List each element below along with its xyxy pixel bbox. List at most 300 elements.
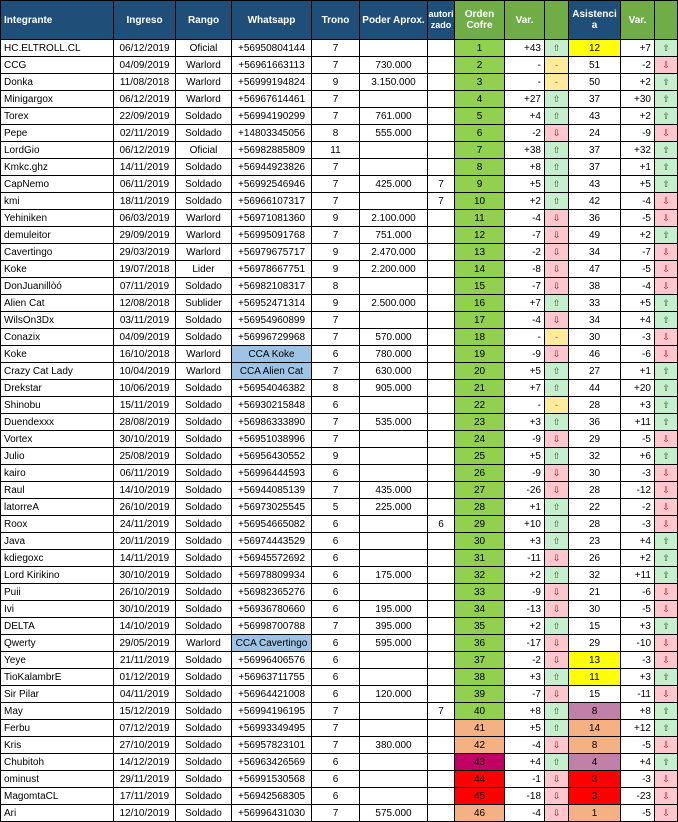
cell-var-asistencia[interactable]: +3 <box>621 618 655 635</box>
cell-trono[interactable]: 9 <box>312 295 360 312</box>
cell-trend-orden[interactable] <box>545 771 569 788</box>
cell-trend-asistencia[interactable] <box>655 703 678 720</box>
cell-ingreso[interactable]: 29/09/2019 <box>114 227 176 244</box>
cell-autorizado[interactable] <box>428 686 455 703</box>
cell-name[interactable]: Minigargox <box>1 91 114 108</box>
cell-trono[interactable]: 8 <box>312 125 360 142</box>
cell-autorizado[interactable]: 6 <box>428 516 455 533</box>
cell-trono[interactable]: 6 <box>312 635 360 652</box>
cell-orden[interactable]: 43 <box>455 754 505 771</box>
cell-asistencia[interactable]: 8 <box>569 703 621 720</box>
cell-orden[interactable]: 29 <box>455 516 505 533</box>
cell-autorizado[interactable] <box>428 533 455 550</box>
cell-name[interactable]: kmi <box>1 193 114 210</box>
cell-var-orden[interactable]: +3 <box>505 669 545 686</box>
cell-trend-orden[interactable] <box>545 499 569 516</box>
cell-whatsapp[interactable]: +56982365276 <box>232 584 312 601</box>
cell-asistencia[interactable]: 28 <box>569 397 621 414</box>
cell-var-asistencia[interactable]: +1 <box>621 159 655 176</box>
cell-name[interactable]: Sir Pilar <box>1 686 114 703</box>
cell-autorizado[interactable] <box>428 584 455 601</box>
cell-autorizado[interactable] <box>428 414 455 431</box>
cell-ingreso[interactable]: 12/08/2018 <box>114 295 176 312</box>
cell-whatsapp[interactable]: +56944085139 <box>232 482 312 499</box>
cell-orden[interactable]: 45 <box>455 788 505 805</box>
cell-poder[interactable] <box>360 278 428 295</box>
cell-var-asistencia[interactable]: -11 <box>621 686 655 703</box>
cell-trono[interactable]: 7 <box>312 363 360 380</box>
cell-trono[interactable]: 6 <box>312 669 360 686</box>
cell-asistencia[interactable]: 44 <box>569 380 621 397</box>
cell-whatsapp[interactable]: +56957823101 <box>232 737 312 754</box>
cell-trono[interactable]: 9 <box>312 74 360 91</box>
cell-poder[interactable]: 380.000 <box>360 737 428 754</box>
cell-asistencia[interactable]: 27 <box>569 363 621 380</box>
cell-name[interactable]: MagomtaCL <box>1 788 114 805</box>
cell-var-asistencia[interactable]: -10 <box>621 635 655 652</box>
cell-poder[interactable]: 780.000 <box>360 346 428 363</box>
cell-var-asistencia[interactable]: +12 <box>621 720 655 737</box>
cell-var-orden[interactable]: -4 <box>505 210 545 227</box>
cell-orden[interactable]: 24 <box>455 431 505 448</box>
cell-autorizado[interactable] <box>428 788 455 805</box>
cell-poder[interactable]: 195.000 <box>360 601 428 618</box>
cell-poder[interactable]: 751.000 <box>360 227 428 244</box>
cell-rango[interactable]: Soldado <box>176 329 232 346</box>
cell-rango[interactable]: Soldado <box>176 533 232 550</box>
cell-rango[interactable]: Soldado <box>176 516 232 533</box>
cell-var-asistencia[interactable]: +5 <box>621 176 655 193</box>
cell-whatsapp[interactable]: +56945572692 <box>232 550 312 567</box>
cell-var-asistencia[interactable]: -5 <box>621 210 655 227</box>
cell-asistencia[interactable]: 3 <box>569 788 621 805</box>
cell-autorizado[interactable] <box>428 618 455 635</box>
cell-whatsapp[interactable]: +56930215848 <box>232 397 312 414</box>
cell-whatsapp[interactable]: +56979675717 <box>232 244 312 261</box>
cell-poder[interactable]: 2.100.000 <box>360 210 428 227</box>
cell-ingreso[interactable]: 19/07/2018 <box>114 261 176 278</box>
cell-rango[interactable]: Soldado <box>176 703 232 720</box>
cell-var-asistencia[interactable]: -2 <box>621 499 655 516</box>
cell-var-orden[interactable]: -2 <box>505 125 545 142</box>
cell-trend-asistencia[interactable] <box>655 669 678 686</box>
cell-var-orden[interactable]: -4 <box>505 805 545 822</box>
cell-autorizado[interactable] <box>428 91 455 108</box>
cell-orden[interactable]: 11 <box>455 210 505 227</box>
cell-poder[interactable] <box>360 431 428 448</box>
cell-rango[interactable]: Soldado <box>176 550 232 567</box>
cell-rango[interactable]: Warlord <box>176 363 232 380</box>
cell-whatsapp[interactable]: +56961663113 <box>232 57 312 74</box>
cell-name[interactable]: Kmkc.ghz <box>1 159 114 176</box>
cell-poder[interactable] <box>360 91 428 108</box>
cell-name[interactable]: HC.ELTROLL.CL <box>1 40 114 57</box>
cell-var-asistencia[interactable]: -5 <box>621 261 655 278</box>
cell-rango[interactable]: Soldado <box>176 193 232 210</box>
cell-trend-asistencia[interactable] <box>655 210 678 227</box>
cell-orden[interactable]: 1 <box>455 40 505 57</box>
cell-name[interactable]: Roox <box>1 516 114 533</box>
cell-trono[interactable]: 5 <box>312 499 360 516</box>
cell-name[interactable]: ominust <box>1 771 114 788</box>
cell-var-orden[interactable]: +5 <box>505 176 545 193</box>
cell-rango[interactable]: Soldado <box>176 788 232 805</box>
cell-whatsapp[interactable]: +56936780660 <box>232 601 312 618</box>
cell-autorizado[interactable] <box>428 720 455 737</box>
cell-rango[interactable]: Soldado <box>176 754 232 771</box>
cell-rango[interactable]: Soldado <box>176 278 232 295</box>
cell-name[interactable]: latorreA <box>1 499 114 516</box>
cell-trono[interactable]: 8 <box>312 278 360 295</box>
cell-var-asistencia[interactable]: -6 <box>621 584 655 601</box>
cell-whatsapp[interactable]: +56963711755 <box>232 669 312 686</box>
cell-whatsapp[interactable]: +56966107317 <box>232 193 312 210</box>
cell-var-asistencia[interactable]: +2 <box>621 108 655 125</box>
cell-trend-asistencia[interactable] <box>655 533 678 550</box>
cell-name[interactable]: CapNemo <box>1 176 114 193</box>
cell-asistencia[interactable]: 34 <box>569 312 621 329</box>
cell-name[interactable]: Cavertingo <box>1 244 114 261</box>
cell-var-asistencia[interactable]: -3 <box>621 771 655 788</box>
cell-asistencia[interactable]: 12 <box>569 40 621 57</box>
cell-asistencia[interactable]: 36 <box>569 414 621 431</box>
cell-poder[interactable] <box>360 788 428 805</box>
cell-var-orden[interactable]: -4 <box>505 737 545 754</box>
cell-trono[interactable]: 6 <box>312 465 360 482</box>
cell-var-orden[interactable]: +8 <box>505 703 545 720</box>
cell-orden[interactable]: 40 <box>455 703 505 720</box>
cell-asistencia[interactable]: 23 <box>569 533 621 550</box>
cell-rango[interactable]: Soldado <box>176 448 232 465</box>
cell-whatsapp[interactable]: +56996729968 <box>232 329 312 346</box>
cell-poder[interactable] <box>360 550 428 567</box>
cell-var-orden[interactable]: -1 <box>505 771 545 788</box>
cell-trend-orden[interactable] <box>545 40 569 57</box>
cell-poder[interactable] <box>360 669 428 686</box>
cell-rango[interactable]: Lider <box>176 261 232 278</box>
cell-var-asistencia[interactable]: +4 <box>621 754 655 771</box>
cell-trono[interactable]: 6 <box>312 754 360 771</box>
cell-orden[interactable]: 13 <box>455 244 505 261</box>
cell-rango[interactable]: Soldado <box>176 108 232 125</box>
cell-rango[interactable]: Soldado <box>176 720 232 737</box>
header-ingreso[interactable]: Ingreso <box>114 1 176 40</box>
header-trono[interactable]: Trono <box>312 1 360 40</box>
cell-autorizado[interactable] <box>428 227 455 244</box>
cell-orden[interactable]: 36 <box>455 635 505 652</box>
cell-var-asistencia[interactable]: +20 <box>621 380 655 397</box>
cell-var-orden[interactable]: +7 <box>505 380 545 397</box>
cell-orden[interactable]: 14 <box>455 261 505 278</box>
cell-var-asistencia[interactable]: +2 <box>621 227 655 244</box>
cell-autorizado[interactable] <box>428 397 455 414</box>
cell-whatsapp[interactable]: +56982885809 <box>232 142 312 159</box>
cell-trend-asistencia[interactable] <box>655 193 678 210</box>
cell-ingreso[interactable]: 29/11/2019 <box>114 771 176 788</box>
cell-trend-orden[interactable] <box>545 397 569 414</box>
cell-ingreso[interactable]: 11/08/2018 <box>114 74 176 91</box>
cell-autorizado[interactable]: 7 <box>428 193 455 210</box>
cell-autorizado[interactable] <box>428 601 455 618</box>
cell-trono[interactable]: 7 <box>312 312 360 329</box>
cell-ingreso[interactable]: 15/11/2019 <box>114 397 176 414</box>
cell-whatsapp[interactable]: CCA Cavertingo <box>232 635 312 652</box>
cell-trend-asistencia[interactable] <box>655 363 678 380</box>
cell-var-orden[interactable]: +5 <box>505 448 545 465</box>
cell-asistencia[interactable]: 38 <box>569 278 621 295</box>
cell-trend-orden[interactable] <box>545 550 569 567</box>
cell-orden[interactable]: 30 <box>455 533 505 550</box>
cell-whatsapp[interactable]: +56974443529 <box>232 533 312 550</box>
cell-var-asistencia[interactable]: -5 <box>621 737 655 754</box>
cell-orden[interactable]: 42 <box>455 737 505 754</box>
cell-rango[interactable]: Warlord <box>176 227 232 244</box>
cell-var-asistencia[interactable]: -9 <box>621 125 655 142</box>
cell-trend-asistencia[interactable] <box>655 414 678 431</box>
header-integrante[interactable]: Integrante <box>1 1 114 40</box>
cell-trend-orden[interactable] <box>545 210 569 227</box>
cell-trend-orden[interactable] <box>545 380 569 397</box>
cell-autorizado[interactable]: 7 <box>428 176 455 193</box>
cell-var-asistencia[interactable]: -12 <box>621 482 655 499</box>
cell-poder[interactable]: 575.000 <box>360 805 428 822</box>
cell-ingreso[interactable]: 14/11/2019 <box>114 159 176 176</box>
cell-trend-orden[interactable] <box>545 431 569 448</box>
cell-whatsapp[interactable]: +56950804144 <box>232 40 312 57</box>
cell-poder[interactable] <box>360 397 428 414</box>
cell-name[interactable]: Java <box>1 533 114 550</box>
header-orden-cofre[interactable]: Orden Cofre <box>455 1 505 40</box>
cell-trend-orden[interactable] <box>545 176 569 193</box>
cell-name[interactable]: TioKalambrE <box>1 669 114 686</box>
cell-var-asistencia[interactable]: +5 <box>621 295 655 312</box>
cell-poder[interactable] <box>360 159 428 176</box>
header-trend-asistencia[interactable] <box>655 1 678 40</box>
cell-trono[interactable]: 9 <box>312 448 360 465</box>
cell-whatsapp[interactable]: +56954665082 <box>232 516 312 533</box>
cell-name[interactable]: WilsOn3Dx <box>1 312 114 329</box>
cell-rango[interactable]: Warlord <box>176 210 232 227</box>
cell-whatsapp[interactable]: +56951038996 <box>232 431 312 448</box>
cell-name[interactable]: Alien Cat <box>1 295 114 312</box>
cell-trono[interactable]: 7 <box>312 193 360 210</box>
cell-ingreso[interactable]: 26/10/2019 <box>114 499 176 516</box>
cell-orden[interactable]: 22 <box>455 397 505 414</box>
cell-ingreso[interactable]: 27/10/2019 <box>114 737 176 754</box>
cell-autorizado[interactable] <box>428 482 455 499</box>
cell-autorizado[interactable] <box>428 805 455 822</box>
cell-whatsapp[interactable]: +56944923826 <box>232 159 312 176</box>
cell-trono[interactable]: 7 <box>312 40 360 57</box>
cell-trono[interactable]: 7 <box>312 108 360 125</box>
cell-asistencia[interactable]: 4 <box>569 754 621 771</box>
cell-poder[interactable]: 761.000 <box>360 108 428 125</box>
cell-var-orden[interactable]: +3 <box>505 533 545 550</box>
cell-var-orden[interactable]: +43 <box>505 40 545 57</box>
cell-whatsapp[interactable]: +56963426569 <box>232 754 312 771</box>
cell-asistencia[interactable]: 51 <box>569 57 621 74</box>
cell-trono[interactable]: 6 <box>312 686 360 703</box>
cell-var-asistencia[interactable]: -3 <box>621 329 655 346</box>
cell-var-orden[interactable]: - <box>505 57 545 74</box>
cell-asistencia[interactable]: 33 <box>569 295 621 312</box>
cell-orden[interactable]: 10 <box>455 193 505 210</box>
cell-autorizado[interactable] <box>428 57 455 74</box>
cell-trono[interactable]: 6 <box>312 788 360 805</box>
cell-rango[interactable]: Soldado <box>176 159 232 176</box>
cell-asistencia[interactable]: 11 <box>569 669 621 686</box>
cell-var-asistencia[interactable]: -3 <box>621 652 655 669</box>
cell-ingreso[interactable]: 18/11/2019 <box>114 193 176 210</box>
cell-trend-orden[interactable] <box>545 669 569 686</box>
cell-trend-asistencia[interactable] <box>655 448 678 465</box>
cell-whatsapp[interactable]: +56999194824 <box>232 74 312 91</box>
cell-trend-orden[interactable] <box>545 482 569 499</box>
cell-var-asistencia[interactable]: -5 <box>621 431 655 448</box>
cell-asistencia[interactable]: 3 <box>569 771 621 788</box>
cell-autorizado[interactable] <box>428 159 455 176</box>
cell-trend-orden[interactable] <box>545 686 569 703</box>
cell-autorizado[interactable] <box>428 754 455 771</box>
cell-whatsapp[interactable]: +56978809934 <box>232 567 312 584</box>
cell-asistencia[interactable]: 43 <box>569 176 621 193</box>
cell-poder[interactable] <box>360 40 428 57</box>
cell-ingreso[interactable]: 20/11/2019 <box>114 533 176 550</box>
cell-autorizado[interactable] <box>428 40 455 57</box>
cell-whatsapp[interactable]: +56982108317 <box>232 278 312 295</box>
cell-autorizado[interactable] <box>428 312 455 329</box>
cell-rango[interactable]: Soldado <box>176 669 232 686</box>
cell-name[interactable]: LordGio <box>1 142 114 159</box>
cell-trend-asistencia[interactable] <box>655 737 678 754</box>
header-autorizado[interactable]: autori zado <box>428 1 455 40</box>
cell-whatsapp[interactable]: +56996406576 <box>232 652 312 669</box>
cell-poder[interactable]: 3.150.000 <box>360 74 428 91</box>
cell-rango[interactable]: Soldado <box>176 737 232 754</box>
cell-ingreso[interactable]: 07/12/2019 <box>114 720 176 737</box>
cell-rango[interactable]: Oficial <box>176 40 232 57</box>
cell-autorizado[interactable] <box>428 125 455 142</box>
cell-rango[interactable]: Warlord <box>176 635 232 652</box>
header-asistencia[interactable]: Asistenci a <box>569 1 621 40</box>
cell-poder[interactable]: 730.000 <box>360 57 428 74</box>
cell-trend-orden[interactable] <box>545 618 569 635</box>
cell-asistencia[interactable]: 8 <box>569 737 621 754</box>
cell-trono[interactable]: 9 <box>312 244 360 261</box>
cell-trend-asistencia[interactable] <box>655 108 678 125</box>
header-rango[interactable]: Rango <box>176 1 232 40</box>
cell-ingreso[interactable]: 25/08/2019 <box>114 448 176 465</box>
cell-asistencia[interactable]: 50 <box>569 74 621 91</box>
cell-trono[interactable]: 6 <box>312 584 360 601</box>
cell-asistencia[interactable]: 42 <box>569 193 621 210</box>
cell-trend-asistencia[interactable] <box>655 125 678 142</box>
cell-name[interactable]: Koke <box>1 261 114 278</box>
cell-autorizado[interactable] <box>428 329 455 346</box>
cell-asistencia[interactable]: 24 <box>569 125 621 142</box>
header-var-orden[interactable]: Var. <box>505 1 545 40</box>
cell-orden[interactable]: 2 <box>455 57 505 74</box>
cell-whatsapp[interactable]: +56991530568 <box>232 771 312 788</box>
cell-asistencia[interactable]: 30 <box>569 465 621 482</box>
cell-var-orden[interactable]: +3 <box>505 414 545 431</box>
cell-name[interactable]: Drekstar <box>1 380 114 397</box>
cell-orden[interactable]: 25 <box>455 448 505 465</box>
cell-poder[interactable]: 435.000 <box>360 482 428 499</box>
cell-poder[interactable]: 595.000 <box>360 635 428 652</box>
cell-rango[interactable]: Soldado <box>176 686 232 703</box>
cell-whatsapp[interactable]: +56967614461 <box>232 91 312 108</box>
cell-trend-asistencia[interactable] <box>655 482 678 499</box>
cell-trono[interactable]: 7 <box>312 703 360 720</box>
cell-asistencia[interactable]: 28 <box>569 516 621 533</box>
cell-trend-asistencia[interactable] <box>655 397 678 414</box>
cell-var-orden[interactable]: - <box>505 74 545 91</box>
cell-ingreso[interactable]: 06/11/2019 <box>114 465 176 482</box>
cell-ingreso[interactable]: 16/10/2018 <box>114 346 176 363</box>
cell-poder[interactable] <box>360 516 428 533</box>
cell-rango[interactable]: Warlord <box>176 74 232 91</box>
cell-rango[interactable]: Soldado <box>176 414 232 431</box>
cell-ingreso[interactable]: 07/11/2019 <box>114 278 176 295</box>
cell-var-orden[interactable]: -4 <box>505 312 545 329</box>
cell-orden[interactable]: 39 <box>455 686 505 703</box>
cell-ingreso[interactable]: 04/09/2019 <box>114 57 176 74</box>
cell-poder[interactable] <box>360 312 428 329</box>
cell-ingreso[interactable]: 22/09/2019 <box>114 108 176 125</box>
cell-autorizado[interactable] <box>428 142 455 159</box>
cell-trend-orden[interactable] <box>545 601 569 618</box>
cell-trend-asistencia[interactable] <box>655 754 678 771</box>
cell-asistencia[interactable]: 37 <box>569 159 621 176</box>
cell-trend-orden[interactable] <box>545 363 569 380</box>
cell-var-orden[interactable]: -9 <box>505 346 545 363</box>
cell-name[interactable]: CCG <box>1 57 114 74</box>
cell-var-asistencia[interactable]: +2 <box>621 550 655 567</box>
cell-poder[interactable] <box>360 142 428 159</box>
cell-ingreso[interactable]: 21/11/2019 <box>114 652 176 669</box>
cell-trend-asistencia[interactable] <box>655 57 678 74</box>
cell-orden[interactable]: 19 <box>455 346 505 363</box>
cell-var-asistencia[interactable]: +4 <box>621 533 655 550</box>
cell-trend-asistencia[interactable] <box>655 261 678 278</box>
cell-autorizado[interactable] <box>428 652 455 669</box>
cell-var-asistencia[interactable]: -4 <box>621 193 655 210</box>
cell-var-orden[interactable]: +27 <box>505 91 545 108</box>
cell-asistencia[interactable]: 1 <box>569 805 621 822</box>
cell-orden[interactable]: 32 <box>455 567 505 584</box>
cell-trono[interactable]: 6 <box>312 397 360 414</box>
cell-asistencia[interactable]: 47 <box>569 261 621 278</box>
cell-autorizado[interactable] <box>428 465 455 482</box>
cell-ingreso[interactable]: 01/12/2019 <box>114 669 176 686</box>
cell-trend-asistencia[interactable] <box>655 295 678 312</box>
cell-var-asistencia[interactable]: +32 <box>621 142 655 159</box>
cell-poder[interactable]: 630.000 <box>360 363 428 380</box>
cell-trono[interactable]: 7 <box>312 737 360 754</box>
cell-rango[interactable]: Warlord <box>176 57 232 74</box>
cell-ingreso[interactable]: 15/12/2019 <box>114 703 176 720</box>
cell-name[interactable]: kairo <box>1 465 114 482</box>
cell-trend-orden[interactable] <box>545 652 569 669</box>
cell-var-orden[interactable]: -2 <box>505 244 545 261</box>
cell-poder[interactable]: 570.000 <box>360 329 428 346</box>
cell-var-asistencia[interactable]: -6 <box>621 346 655 363</box>
cell-ingreso[interactable]: 02/11/2019 <box>114 125 176 142</box>
cell-var-asistencia[interactable]: +2 <box>621 74 655 91</box>
cell-ingreso[interactable]: 30/10/2019 <box>114 567 176 584</box>
cell-ingreso[interactable]: 26/10/2019 <box>114 584 176 601</box>
